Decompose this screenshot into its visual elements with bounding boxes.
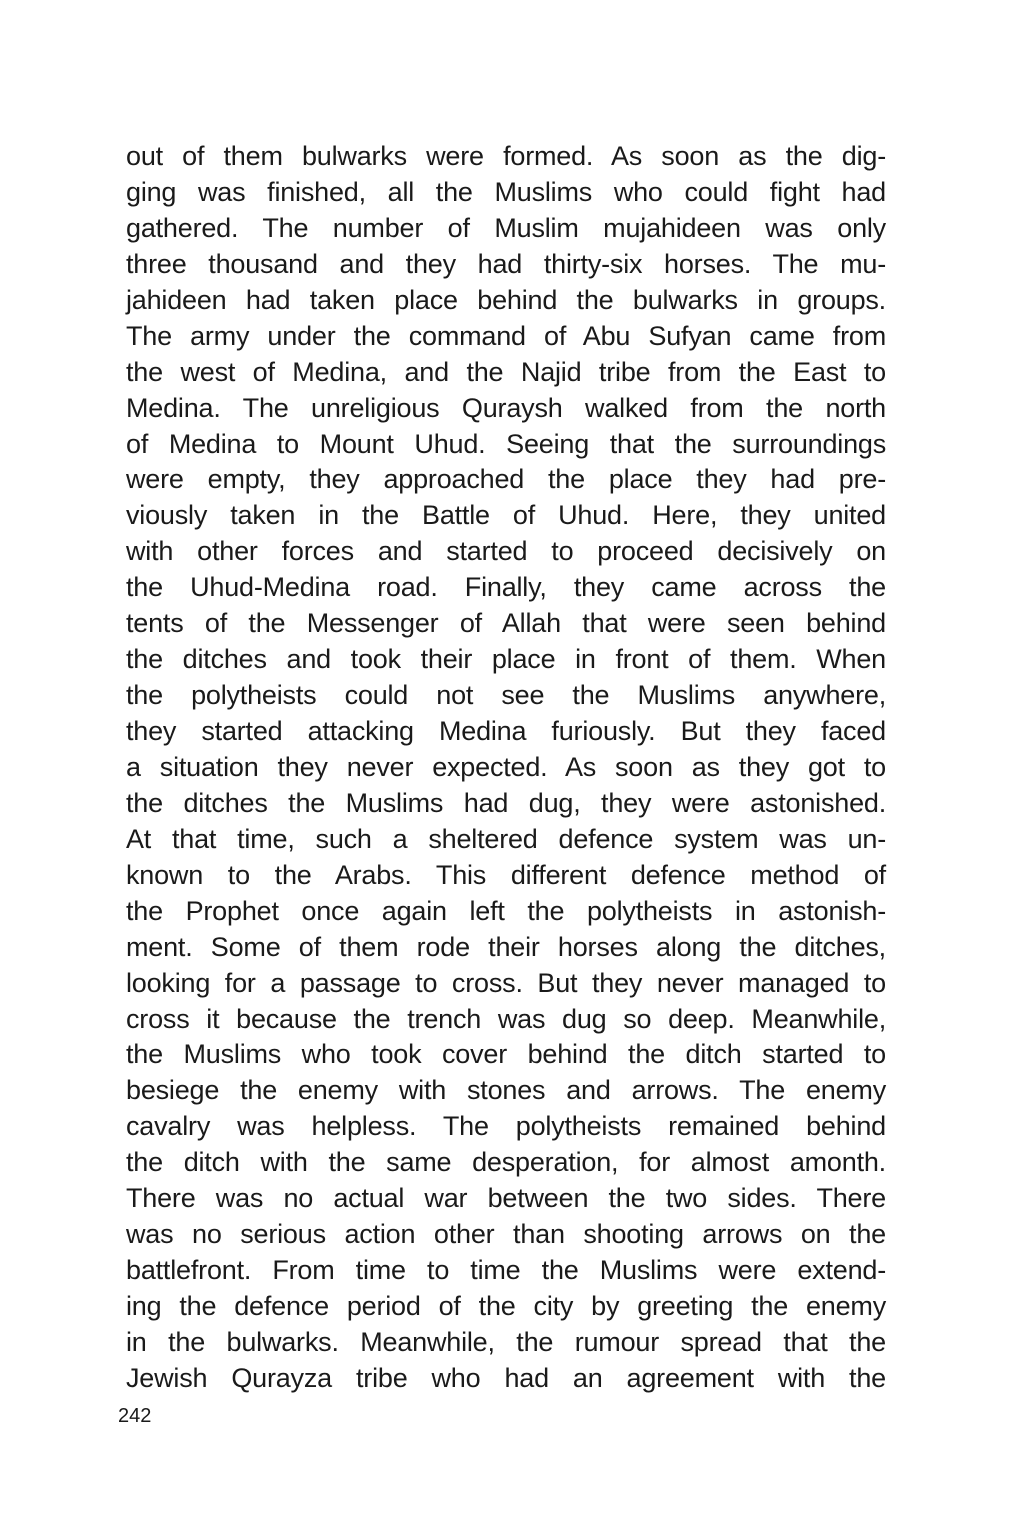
text-line-16: the polytheists could not see the Muslims anywhere, xyxy=(126,680,886,711)
text-line-1: out of them bulwarks were formed. As soon as the dig- xyxy=(126,141,886,171)
body-text xyxy=(126,139,886,1397)
text-line-28: cavalry was helpless. The polytheists remained behind xyxy=(126,1111,886,1142)
text-line-12: with other forces and started to proceed decisively on xyxy=(126,536,886,567)
text-line-23: ment. Some of them rode their horses along the ditches, xyxy=(126,931,886,962)
text-line-32: battlefront. From time to time the Muslims were extend- xyxy=(126,1255,886,1286)
text-line-21: known to the Arabs. This different defence method of xyxy=(126,859,886,890)
text-line-27: besiege the enemy with stones and arrows. The enemy xyxy=(126,1075,886,1106)
text-line-3: gathered. The number of Muslim mujahideen was only xyxy=(126,212,886,243)
text-line-8: Medina. The unreligious Quraysh walked from the north xyxy=(126,392,886,423)
text-line-9: of Medina to Mount Uhud. Seeing that the surroundings xyxy=(126,428,886,459)
text-line-5: jahideen had taken place behind the bulwarks in groups. xyxy=(126,284,886,315)
text-line-19: the ditches the Muslims had dug, they were astonished. xyxy=(126,787,886,818)
text-line-14: tents of the Messenger of Allah that were seen behind xyxy=(126,608,886,639)
text-line-2: ging was finished, all the Muslims who could fight had xyxy=(126,176,886,207)
text-line-13: the Uhud-Medina road. Finally, they came across the xyxy=(126,572,886,603)
text-line-17: they started attacking Medina furiously. But they faced xyxy=(126,716,886,746)
text-line-33: ing the defence period of the city by greeting the enemy xyxy=(126,1291,886,1321)
text-line-30: There was no actual war between the two sides. There xyxy=(126,1183,886,1214)
text-line-10: were empty, they approached the place they had pre- xyxy=(126,464,886,495)
text-line-18: a situation they never expected. As soon as they got to xyxy=(126,751,886,782)
text-line-6: The army under the command of Abu Sufyan came from xyxy=(126,320,886,351)
text-line-35: Jewish Qurayza tribe who had an agreement with the xyxy=(126,1362,886,1393)
text-line-26: the Muslims who took cover behind the ditch started to xyxy=(126,1039,886,1070)
text-line-24: looking for a passage to cross. But they never managed to xyxy=(126,967,886,998)
text-line-15: the ditches and took their place in front of them. When xyxy=(126,644,886,675)
text-line-7: the west of Medina, and the Najid tribe from the East to xyxy=(126,356,886,387)
text-line-4: three thousand and they had thirty-six horses. The mu- xyxy=(126,248,886,279)
text-line-20: At that time, such a sheltered defence system was un- xyxy=(126,823,886,854)
text-line-11: viously taken in the Battle of Uhud. Here, they united xyxy=(126,500,886,531)
text-line-25: cross it because the trench was dug so deep. Meanwhile, xyxy=(126,1003,886,1034)
text-line-22: the Prophet once again left the polytheists in astonish- xyxy=(126,895,886,926)
text-line-31: was no serious action other than shooting arrows on the xyxy=(126,1219,886,1250)
text-line-29: the ditch with the same desperation, for almost amonth. xyxy=(126,1147,886,1178)
page-number: 242 xyxy=(118,1405,152,1427)
text-line-34: in the bulwarks. Meanwhile, the rumour spread that the xyxy=(126,1326,886,1357)
